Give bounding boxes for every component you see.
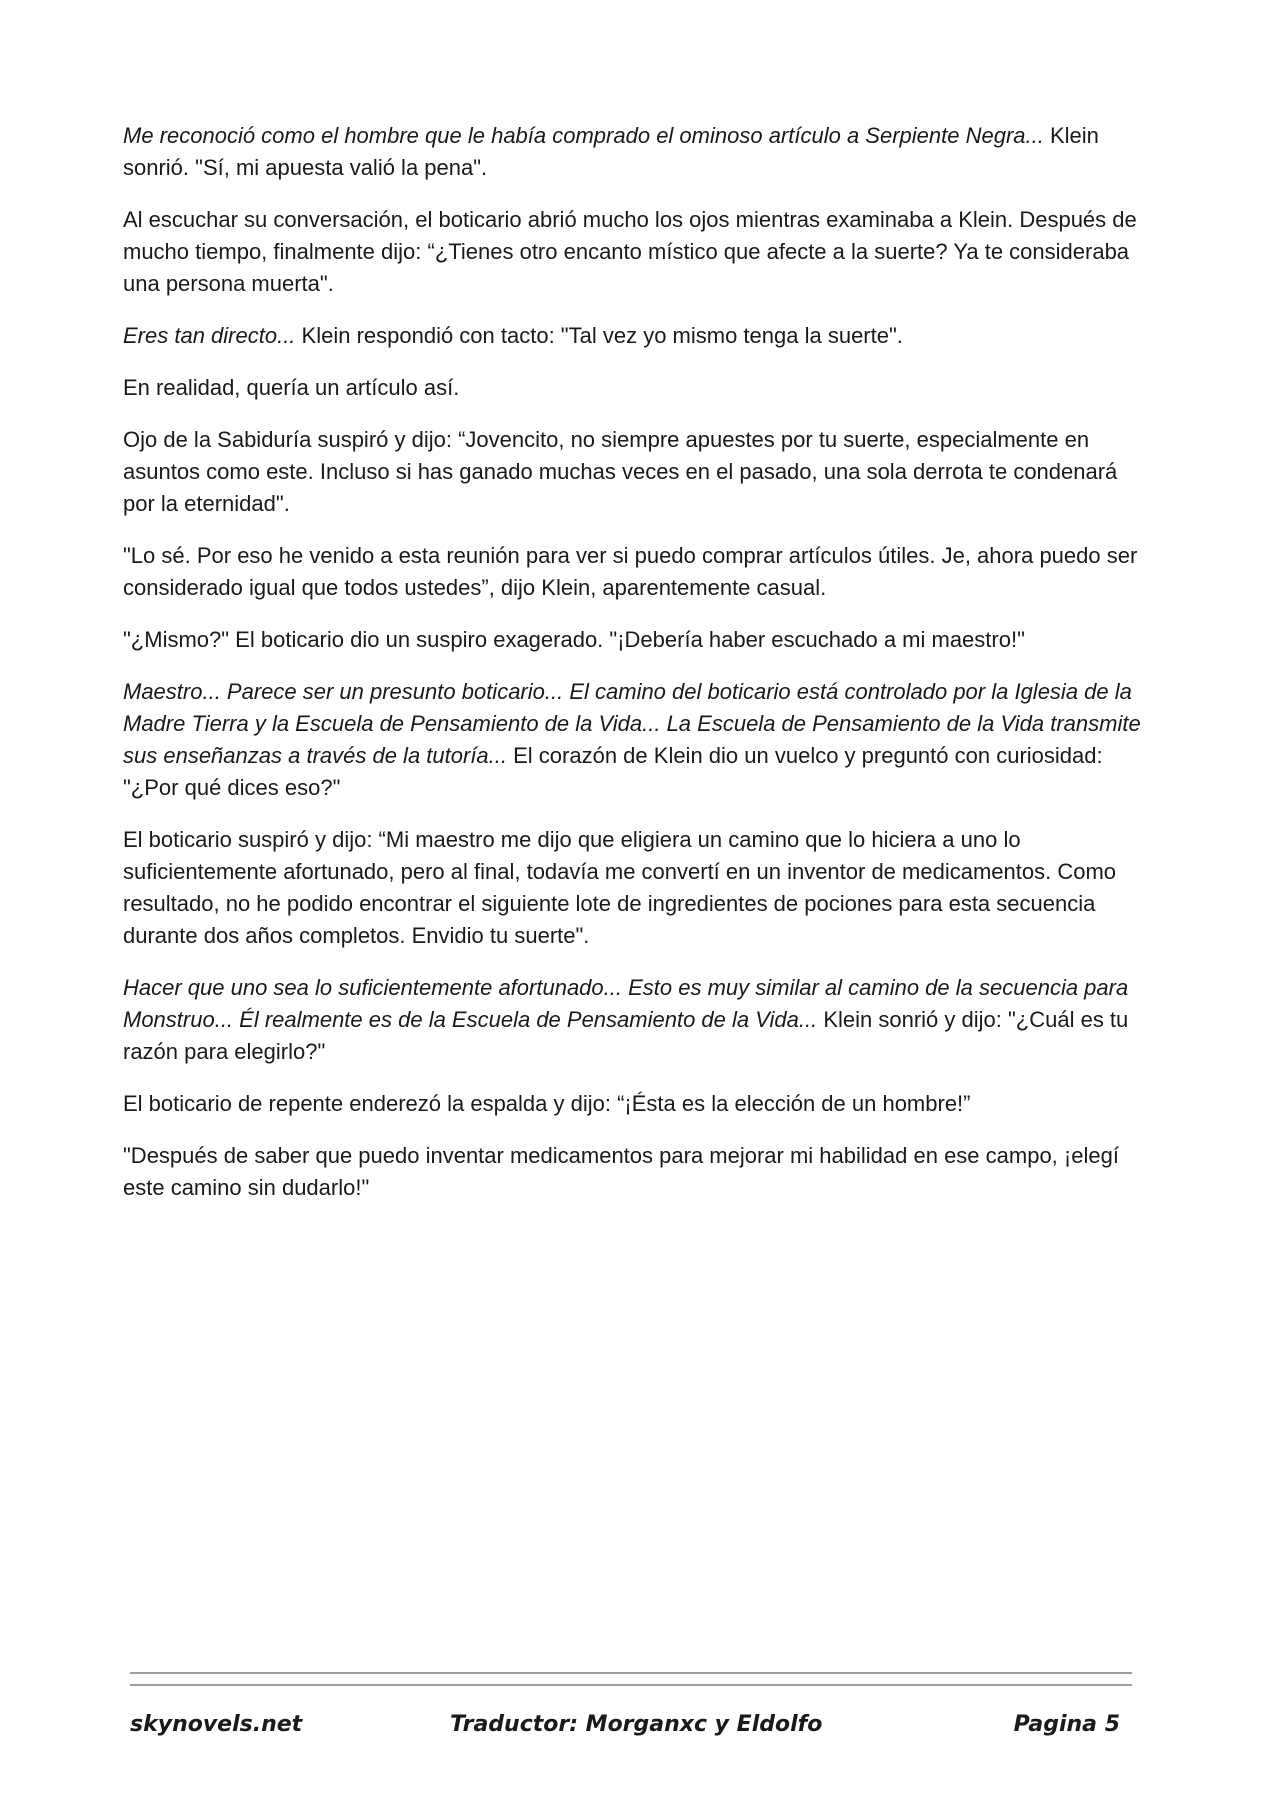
paragraph-text: En realidad, quería un artículo así. — [123, 375, 460, 400]
page-footer — [130, 1712, 1132, 1748]
paragraph-text: Ojo de la Sabiduría suspiró y dijo: “Jovencito, no siempre apuestes por tu suerte, especialmente en asuntos como este. Incluso si has ganado muchas veces en el pasado, una sola derrota te condenará por la eternidad". — [123, 427, 1118, 516]
paragraph — [123, 972, 1143, 1068]
italic-thought: Me reconoció como el hombre que le había comprado el ominoso artículo a Serpiente Negra... — [123, 123, 1044, 148]
paragraph — [123, 320, 1143, 352]
paragraph-text: Klein sonrió. "Sí, mi apuesta valió la pena". — [123, 123, 1099, 180]
footer-site: skynovels.net — [130, 1712, 303, 1737]
footer-translator: Traductor: Morganxc y Eldolfo — [450, 1712, 823, 1737]
footer-divider — [130, 1684, 1132, 1686]
paragraph-text: El corazón de Klein dio un vuelco y preguntó con curiosidad: "¿Por qué dices eso?" — [123, 743, 1103, 800]
paragraph-text: "¿Mismo?" El boticario dio un suspiro exagerado. "¡Debería haber escuchado a mi maestro!" — [123, 627, 1025, 652]
paragraph — [123, 540, 1143, 604]
paragraph-text: Klein sonrió y dijo: "¿Cuál es tu razón para elegirlo?" — [123, 1007, 1129, 1064]
paragraph — [123, 824, 1143, 952]
italic-thought: Maestro... Parece ser un presunto boticario... El camino del boticario está controlado por la Iglesia de la Madre Tierra y la Escuela de Pensamiento de la Vida... La Escuela de Pensamiento de la Vida transmite sus enseñanzas a través de la tutoría... — [123, 679, 1141, 768]
document-body — [123, 120, 1143, 1224]
paragraph — [123, 1088, 1143, 1120]
italic-thought: Hacer que uno sea lo suficientemente afortunado... Esto es muy similar al camino de la secuencia para Monstruo... Él realmente es de la Escuela de Pensamiento de la Vida... — [123, 975, 1129, 1032]
paragraph — [123, 624, 1143, 656]
paragraph-text: El boticario de repente enderezó la espalda y dijo: “¡Ésta es la elección de un hombre!” — [123, 1091, 971, 1116]
paragraph — [123, 676, 1143, 804]
footer-divider — [130, 1672, 1132, 1674]
paragraph-text: "Después de saber que puedo inventar medicamentos para mejorar mi habilidad en ese campo, ¡elegí este camino sin dudarlo!" — [123, 1143, 1119, 1200]
paragraph — [123, 1140, 1143, 1204]
paragraph-text: Al escuchar su conversación, el boticario abrió mucho los ojos mientras examinaba a Klein. Después de mucho tiempo, finalmente dijo: “¿Tienes otro encanto místico que afecte a la suerte? Ya te consideraba una persona muerta". — [123, 207, 1137, 296]
paragraph-text: El boticario suspiró y dijo: “Mi maestro me dijo que eligiera un camino que lo hiciera a uno lo suficientemente afortunado, pero al final, todavía me convertí en un inventor de medicamentos. Como resultado, no he podido encontrar el siguiente lote de ingredientes de pociones para esta secuencia durante dos años completos. Envidio tu suerte". — [123, 827, 1117, 948]
page-number: Pagina 5 — [1013, 1712, 1120, 1737]
paragraph-text: Klein respondió con tacto: "Tal vez yo mismo tenga la suerte". — [295, 323, 903, 348]
paragraph — [123, 120, 1143, 184]
paragraph — [123, 372, 1143, 404]
paragraph — [123, 204, 1143, 300]
paragraph — [123, 424, 1143, 520]
paragraph-text: "Lo sé. Por eso he venido a esta reunión para ver si puedo comprar artículos útiles. Je, ahora puedo ser considerado igual que todos ustedes”, dijo Klein, aparentemente casual. — [123, 543, 1138, 600]
italic-thought: Eres tan directo... — [123, 323, 296, 348]
